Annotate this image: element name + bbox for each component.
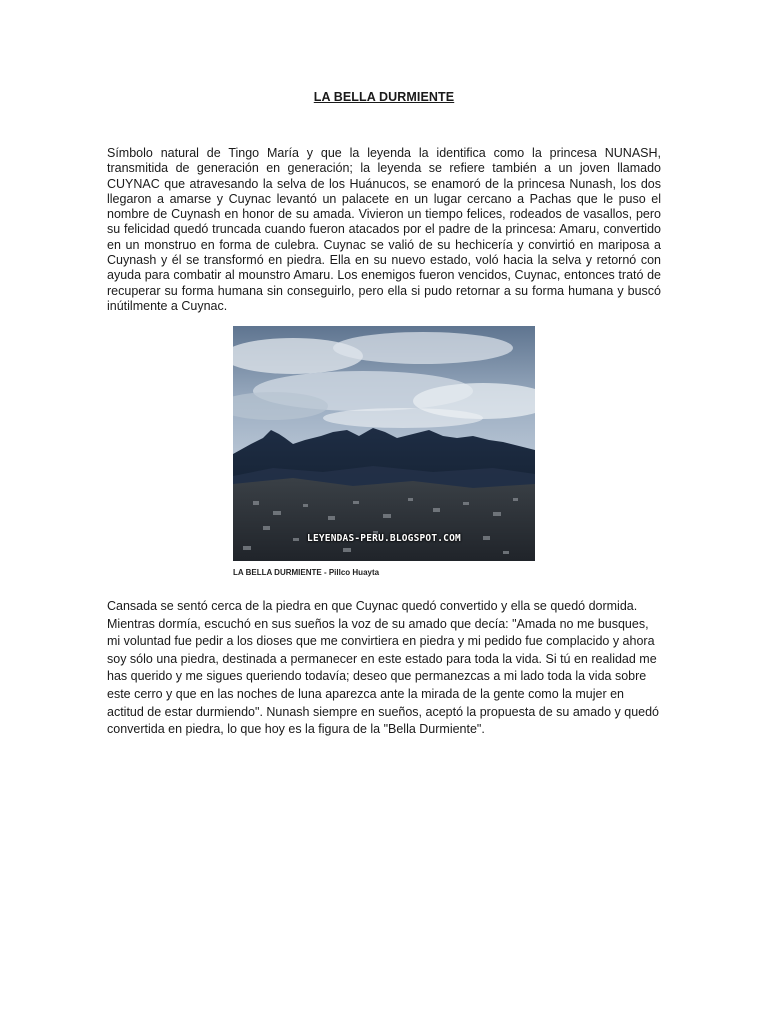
document-title: LA BELLA DURMIENTE <box>313 90 455 104</box>
image-watermark: LEYENDAS-PERU.BLOGSPOT.COM <box>307 533 461 544</box>
paragraph-intro: Símbolo natural de Tingo María y que la leyenda la identifica como la princesa NUNASH, transmitida de generación en generación; la leyenda se refiere también a un joven llamado CUYNAC que atravesando la selva de los Huánucos, se enamoró de la princesa Nunash, los dos llegaron a amarse y Cuynac levantó un palacete en un lugar cercano a Pachas que le puso el nombre de Cuynash en honor de su amada. Vivieron un tiempo felices, rodeados de vasallos, pero su felicidad quedó truncada cuando fueron atacados por el padre de la princesa: Amaru, convertido en un monstruo en forma de culebra. Cuynac se valió de su hechicería y convirtió en mariposa a Cuynash y él se transformó en piedra. Ella en su nuevo estado, voló hacia la selva y retornó con ayuda para combatir al mounstro Amaru. Los enemigos fueron vencidos, Cuynac, entonces trató de recuperar su forma humana sin conseguirlo, pero ella si pudo retornar a su forma humana y buscó inútilmente a Cuynac. <box>107 146 661 313</box>
image-caption: LA BELLA DURMIENTE - Pillco Huayta <box>233 568 380 577</box>
mountain-town-image <box>233 326 535 561</box>
paragraph-conclusion: Cansada se sentó cerca de la piedra en que Cuynac quedó convertido y ella se quedó dormida. Mientras dormía, escuchó en sus sueños la voz de su amado que decía: "Amada no me busques, mi voluntad fue pedir a los dioses que me convirtiera en piedra y mi pedido fue complacido y ahora soy sólo una piedra, destinada a permanecer en este estado para toda la vida. Si tú en realidad me has querido y me sigues queriendo todavía; deseo que permanezcas a mi lado toda la vida sobre este cerro y que en las noches de luna aparezca ante la mirada de la gente como la mujer en actitud de estar durmiendo". Nunash siempre en sueños, aceptó la propuesta de su amado y quedó convertida en piedra, lo que hoy es la figura de la "Bella Durmiente". <box>107 599 660 737</box>
landscape-photo <box>233 326 535 561</box>
